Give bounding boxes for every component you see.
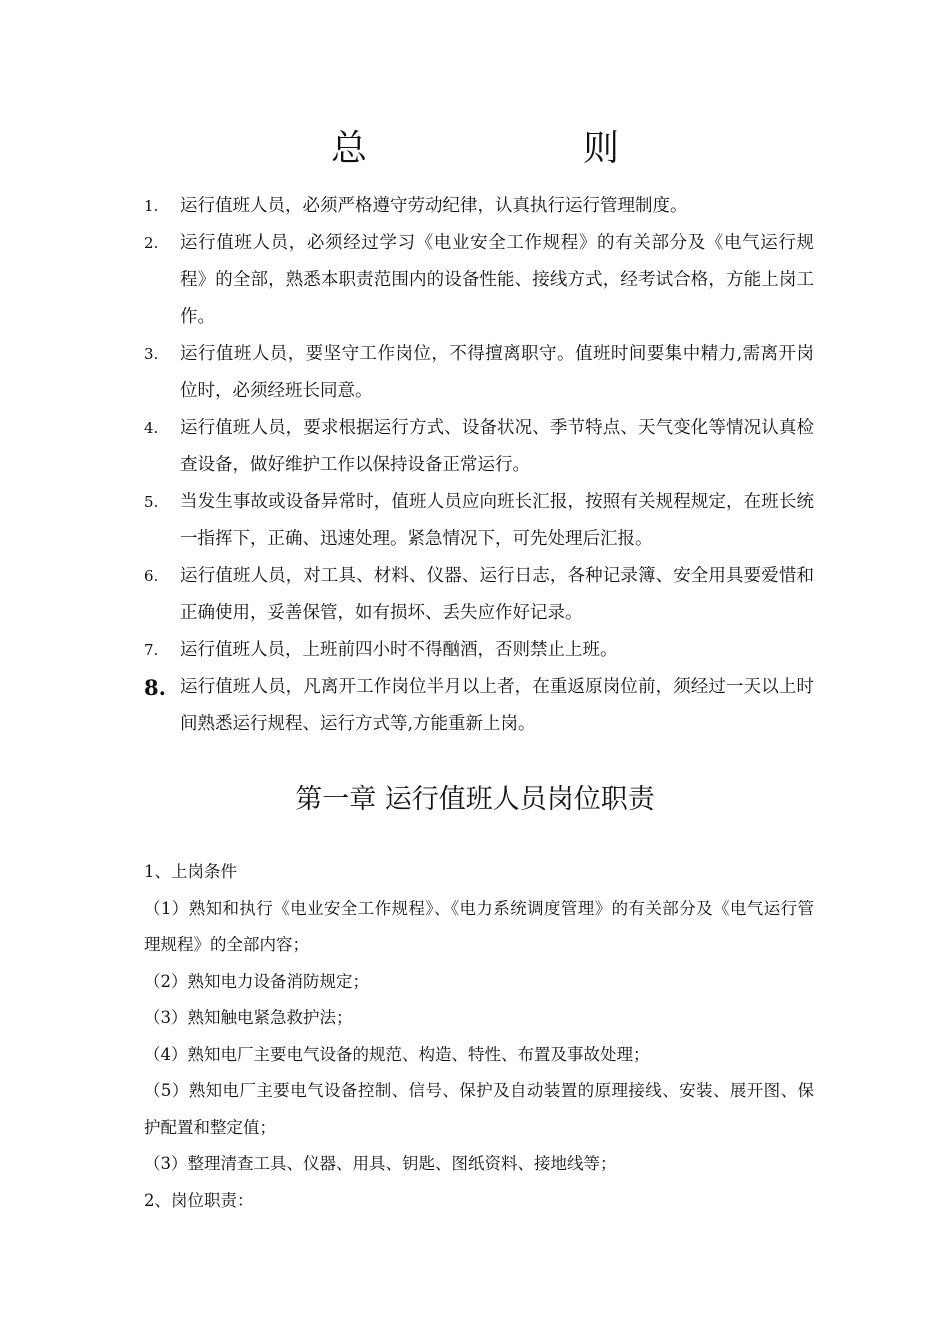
rule-text: 当发生事故或设备异常时，值班人员应向班长汇报，按照有关规程规定，在班长统一指挥下，正确、迅速处理。紧急情况下，可先处理后汇报。 <box>180 492 814 549</box>
rule-item-5 <box>144 484 814 558</box>
rule-number: 6. <box>144 567 159 585</box>
rule-text: 运行值班人员，必须经过学习《电业安全工作规程》的有关部分及《电气运行规程》的全部，熟悉本职责范围内的设备性能、接线方式，经考试合格，方能上岗工作。 <box>180 233 814 327</box>
rule-text: 运行值班人员，要坚守工作岗位，不得擅离职守。值班时间要集中精力,需离开岗位时，必须经班长同意。 <box>180 344 814 401</box>
list-item: （3）整理清查工具、仪器、用具、钥匙、图纸资料、接地线等； <box>144 1154 617 1173</box>
section-heading: 1、上岗条件 <box>144 862 237 881</box>
rule-text: 运行值班人员，必须严格遵守劳动纪律，认真执行运行管理制度。 <box>180 196 688 216</box>
rule-text: 运行值班人员，凡离开工作岗位半月以上者，在重返原岗位前，须经过一天以上时间熟悉运行规程、运行方式等,方能重新上岗。 <box>180 677 814 734</box>
section-job-requirements <box>144 854 814 1219</box>
list-item: （2）熟知电力设备消防规定； <box>144 971 369 991</box>
rule-number: 8. <box>144 675 166 700</box>
rule-item-8 <box>144 669 814 743</box>
list-item: （4）熟知电厂主要电气设备的规范、构造、特性、布置及事故处理； <box>144 1044 650 1064</box>
rule-item-7 <box>144 632 814 669</box>
rule-number: 2. <box>144 234 159 252</box>
rule-number: 1. <box>144 197 159 215</box>
list-item: （3）熟知触电紧急救护法； <box>144 1008 353 1027</box>
rule-number: 4. <box>144 419 159 437</box>
section-heading: 2、岗位职责： <box>144 1190 254 1210</box>
rule-number: 3. <box>144 345 159 363</box>
rule-item-3 <box>144 336 814 410</box>
rule-text: 运行值班人员，要求根据运行方式、设备状况、季节特点、天气变化等情况认真检查设备，做好维护工作以保持设备正常运行。 <box>180 418 814 475</box>
chapter-heading: 第一章 运行值班人员岗位职责 <box>295 784 655 815</box>
rule-item-1 <box>144 188 814 225</box>
rule-number: 7. <box>144 641 159 659</box>
rule-item-2 <box>144 225 814 336</box>
rule-item-4 <box>144 410 814 484</box>
general-rules-list <box>144 188 814 743</box>
page-title: 总 则 <box>330 128 667 169</box>
list-item: （5）熟知电厂主要电气设备控制、信号、保护及自动装置的原理接线、安装、展开图、保护配置和整定值； <box>144 1081 814 1137</box>
rule-number: 5. <box>144 493 159 511</box>
list-item: （1）熟知和执行《电业安全工作规程》、《电力系统调度管理》的有关部分及《电气运行管理规程》的全部内容； <box>144 898 814 954</box>
rule-text: 运行值班人员，对工具、材料、仪器、运行日志，各种记录簿、安全用具要爱惜和正确使用，妥善保管，如有损坏、丢失应作好记录。 <box>180 566 814 623</box>
rule-text: 运行值班人员，上班前四小时不得酗酒，否则禁止上班。 <box>180 640 618 660</box>
rule-item-6 <box>144 558 814 632</box>
